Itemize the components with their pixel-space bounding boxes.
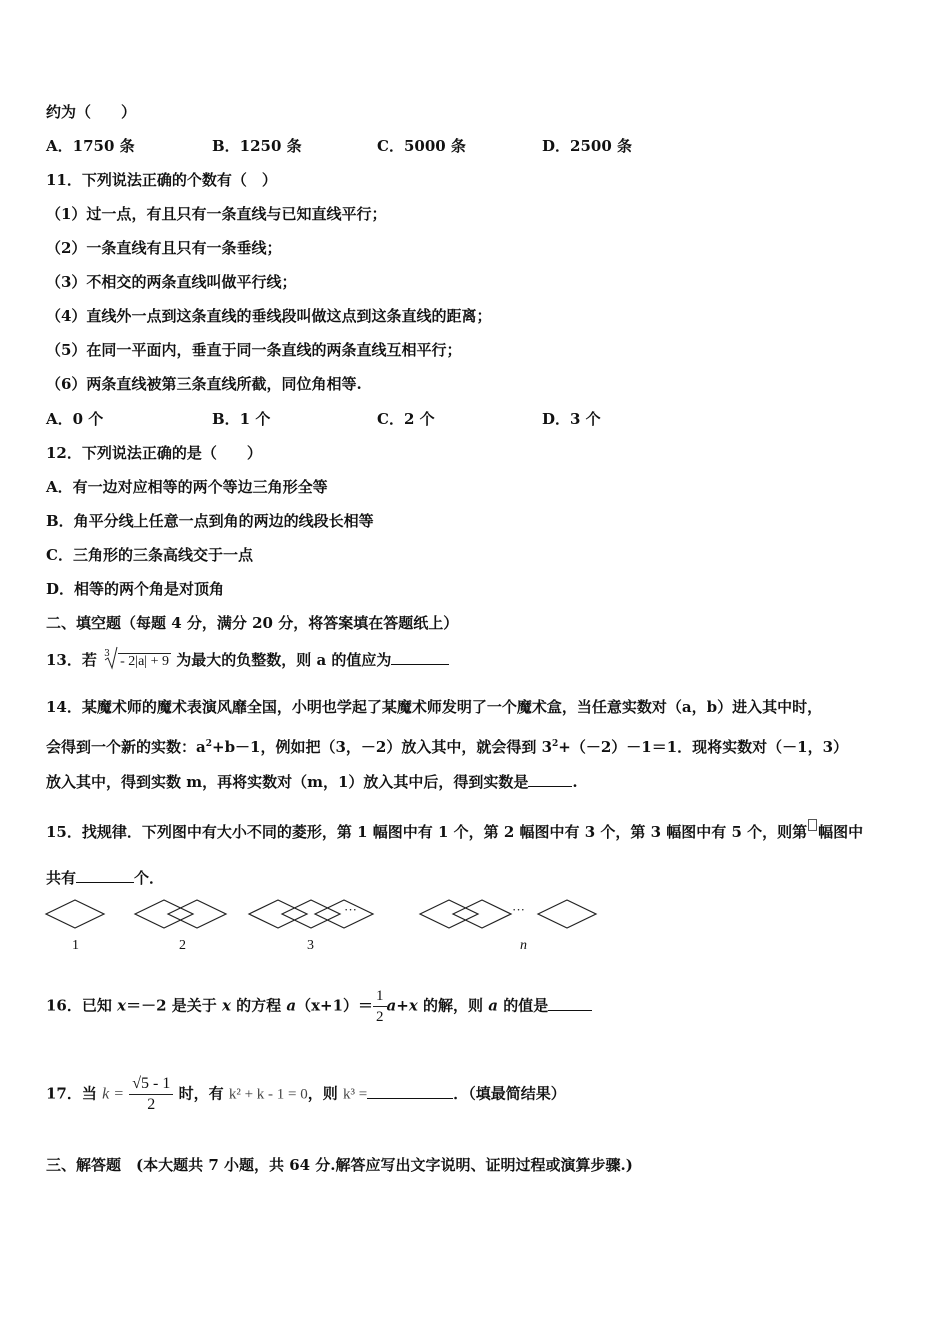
q16-var-a2: a xyxy=(488,996,498,1015)
section-2-heading: 二、填空题（每题 4 分，满分 20 分，将答案填在答题纸上） xyxy=(46,614,459,632)
q16-frac-den: 2 xyxy=(376,1009,384,1025)
rhombus-fig2-a xyxy=(135,900,193,928)
q10-option-d: D．2500 条 xyxy=(542,137,632,155)
q17-fraction xyxy=(129,1074,173,1115)
q12-option-b: B．角平分线上任意一点到角的两边的线段长相等 xyxy=(46,512,374,530)
q11-item-1: （1）过一点，有且只有一条直线与已知直线平行； xyxy=(46,205,387,223)
q17-k-cubed: k³ = xyxy=(343,1086,368,1103)
q13-suffix: 为最大的负整数，则 a 的值应为 xyxy=(176,651,392,669)
section-3-heading: 三、解答题 (本大题共 7 小题，共 64 分.解答应写出文字说明、证明过程或演算步骤.) xyxy=(46,1156,633,1174)
q11-option-d: D．3 个 xyxy=(542,410,601,428)
q17-frac-num: √5 - 1 xyxy=(129,1074,173,1095)
q11-option-b: B．1 个 xyxy=(212,410,271,428)
q17-equation: k² + k - 1 = 0 xyxy=(228,1086,308,1103)
q14-sup-2: 2 xyxy=(552,739,559,749)
q16-part-d: （x+1）＝ xyxy=(296,996,374,1015)
q11-item-6: （6）两条直线被第三条直线所截，同位角相等. xyxy=(46,375,362,393)
figure-caption-1: 1 xyxy=(72,938,79,953)
q16-part-a: 16．已知 xyxy=(46,996,118,1015)
figure-caption-3: 3 xyxy=(307,938,314,953)
rhombus-fign-a xyxy=(420,900,478,928)
q17-frac-den: 2 xyxy=(147,1096,156,1113)
q11-option-a: A．0 个 xyxy=(46,410,104,428)
ellipsis-2: ··· xyxy=(512,902,525,917)
q11-option-c: C．2 个 xyxy=(377,410,435,428)
q14-line-3: 放入其中，得到实数 m，再将实数对（m，1）放入其中后，得到实数是 . xyxy=(46,773,578,791)
rhombus-fig3-a xyxy=(249,900,307,928)
q16-part-b: ＝－2 是关于 xyxy=(126,996,222,1015)
q12-option-a: A．有一边对应相等的两个等边三角形全等 xyxy=(46,478,328,496)
q16-part-e: a+x xyxy=(386,996,418,1015)
q13-prefix: 13．若 xyxy=(46,651,97,669)
rhombus-fig3-b xyxy=(282,900,340,928)
q15-line-1-a: 15．找规律．下列图中有大小不同的菱形，第 1 幅图中有 1 个，第 2 幅图中有 3 个，第 3 幅图中有 5 个，则第 xyxy=(46,823,808,841)
q17-mid-2: ，则 xyxy=(307,1084,338,1103)
q15-line-1 xyxy=(46,819,863,842)
q12-stem: 12．下列说法正确的是（ ） xyxy=(46,444,262,462)
q17-mid-1: 时，有 xyxy=(178,1084,224,1103)
q10-option-c: C．5000 条 xyxy=(377,137,466,155)
q14-line-2-b: +b－1，例如把（3，－2）放入其中，就会得到 3 xyxy=(212,738,553,756)
missing-glyph-icon xyxy=(808,819,817,831)
q14-line-2-c: +（－2）－1＝1．现将实数对（－1，3） xyxy=(558,738,849,756)
q11-item-4: （4）直线外一点到这条直线的垂线段叫做这点到这条直线的距离； xyxy=(46,307,492,325)
q17-answer-blank[interactable] xyxy=(367,1084,453,1099)
q14-line-2-a: 会得到一个新的实数：a xyxy=(46,738,206,756)
q17-k-eq: k = xyxy=(102,1085,125,1103)
q10-stem: 约为（ ） xyxy=(46,103,137,121)
q16-part-c: 的方程 xyxy=(230,996,287,1015)
rhombus-fig2-b xyxy=(168,900,226,928)
q13-answer-blank[interactable] xyxy=(391,650,449,665)
q16-var-x: x xyxy=(117,996,127,1015)
q10-option-a: A．1750 条 xyxy=(46,137,135,155)
figure-caption-2: 2 xyxy=(179,938,186,953)
rhombus-fign-b xyxy=(453,900,511,928)
q16-var-x2: x xyxy=(221,996,231,1015)
q14-sup-1: 2 xyxy=(205,739,212,749)
q12-option-d: D．相等的两个角是对顶角 xyxy=(46,580,225,598)
q14-line-1: 14．某魔术师的魔术表演风靡全国，小明也学起了某魔术师发明了一个魔术盒，当任意实数对（a，b）进入其中时， xyxy=(46,698,823,716)
q14-answer-blank[interactable] xyxy=(528,772,572,787)
q13-radicand: - 2|a| + 9 xyxy=(120,654,169,669)
q15-line-2-a: 共有 xyxy=(46,869,77,887)
q16-frac-num: 1 xyxy=(373,986,387,1007)
q14-line-2 xyxy=(46,734,848,757)
q13-cube-root xyxy=(102,650,171,672)
q13-root-index: 3 xyxy=(104,649,110,659)
q11-item-2: （2）一条直线有且只有一条垂线； xyxy=(46,239,282,257)
q17-prefix: 17．当 xyxy=(46,1084,97,1103)
q12-option-c: C．三角形的三条高线交于一点 xyxy=(46,546,253,564)
q10-option-b: B．1250 条 xyxy=(212,137,302,155)
q17 xyxy=(46,1074,566,1115)
q16-part-f: 的解，则 xyxy=(417,996,489,1015)
radical-sign-icon xyxy=(104,646,118,670)
q16-part-g: 的值是 xyxy=(497,996,549,1015)
rhombus-pattern-figure xyxy=(40,896,640,936)
rhombus-fign-c xyxy=(538,900,596,928)
q11-stem: 11．下列说法正确的个数有（ ） xyxy=(46,171,277,189)
q15-answer-blank[interactable] xyxy=(76,868,134,883)
q11-item-3: （3）不相交的两条直线叫做平行线； xyxy=(46,273,297,291)
q17-suffix: ．（填最简结果） xyxy=(453,1084,566,1103)
q16-fraction xyxy=(373,986,387,1027)
q16 xyxy=(46,986,592,1027)
figure-caption-n: n xyxy=(520,938,527,953)
rhombus-fig1 xyxy=(46,900,104,928)
q16-answer-blank[interactable] xyxy=(548,996,592,1011)
ellipsis-1: ··· xyxy=(344,902,357,917)
q14-line-3-text: 放入其中，得到实数 m，再将实数对（m，1）放入其中后，得到实数是 xyxy=(46,773,529,791)
q13 xyxy=(46,650,449,672)
q15-line-2-b: 个． xyxy=(134,869,165,887)
q15-line-2 xyxy=(46,868,164,888)
q15-line-1-b: 幅图中 xyxy=(818,823,864,841)
q16-var-a: a xyxy=(286,996,297,1015)
q11-item-5: （5）在同一平面内，垂直于同一条直线的两条直线互相平行； xyxy=(46,341,462,359)
